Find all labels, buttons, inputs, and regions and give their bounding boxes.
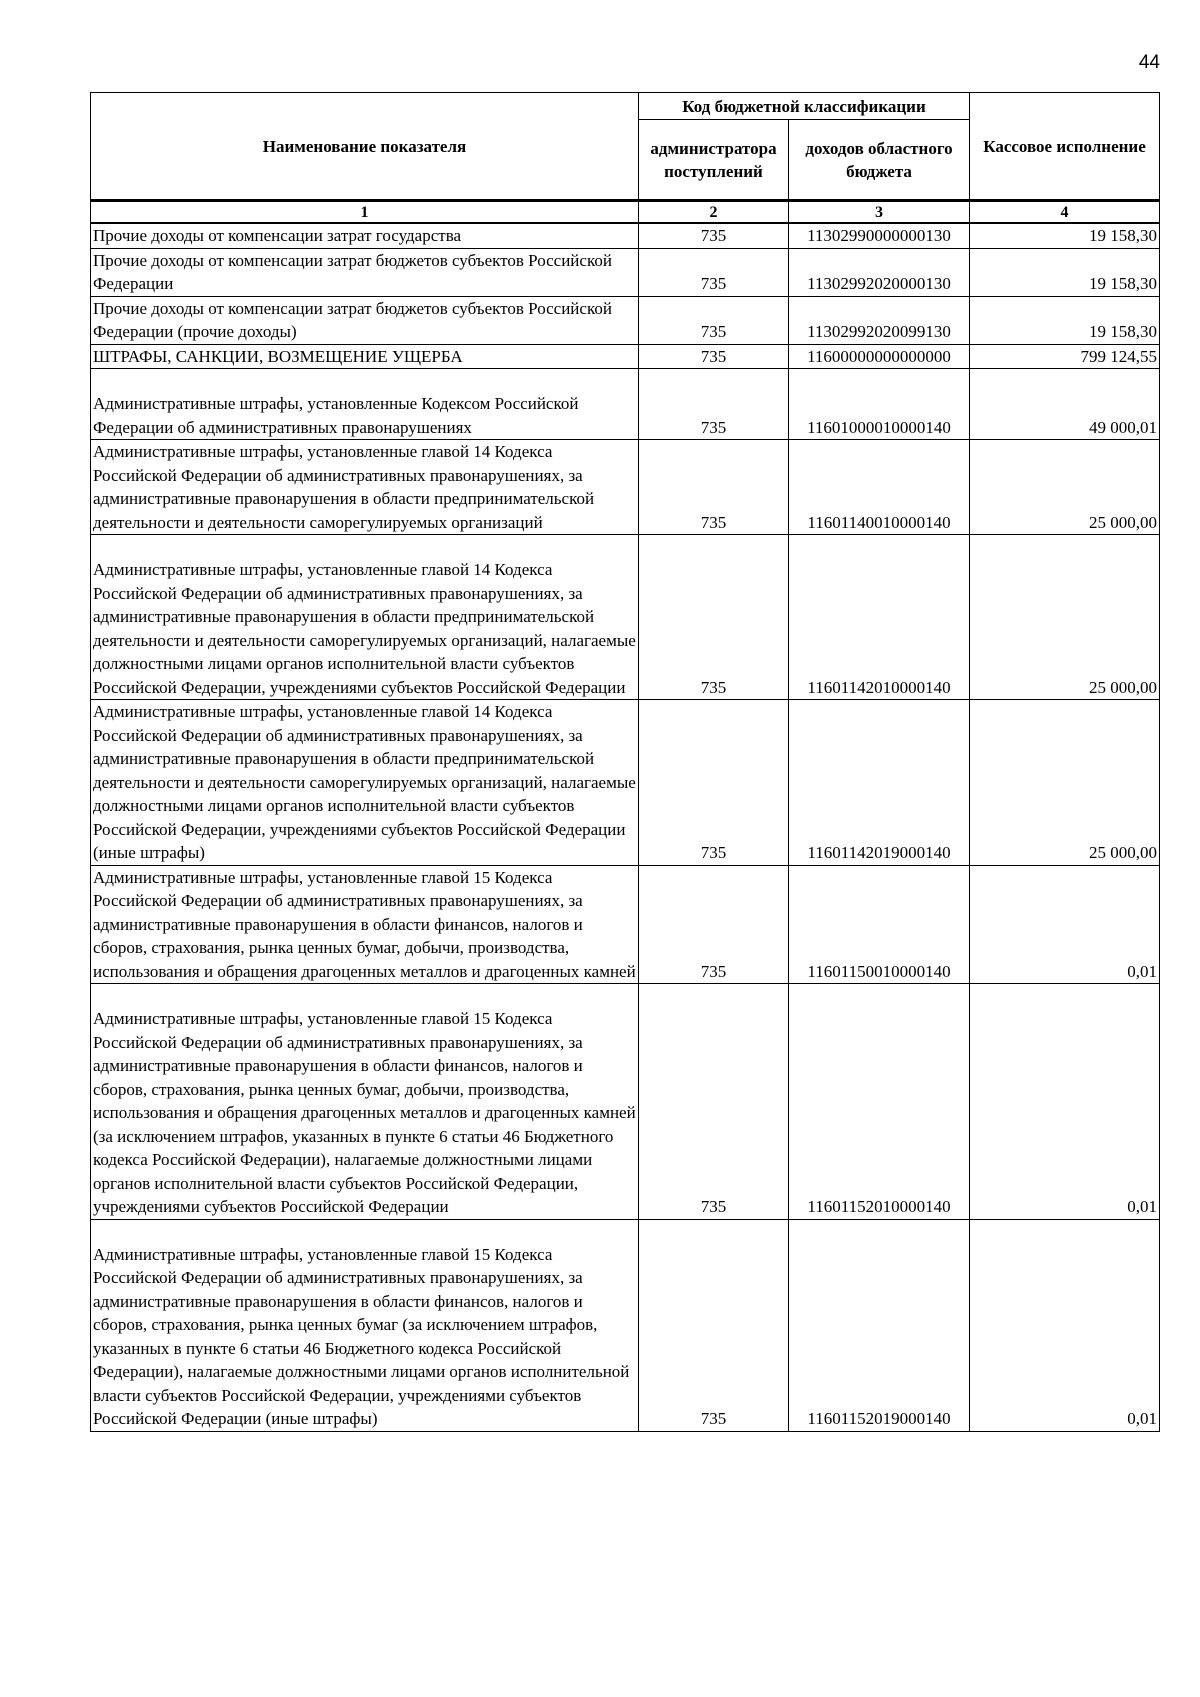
row-name: Прочие доходы от компенсации затрат бюджетов субъектов Российской Федерации (прочие доходы) bbox=[91, 296, 639, 344]
row-amount: 49 000,01 bbox=[970, 369, 1160, 440]
column-number-2: 2 bbox=[639, 201, 789, 224]
row-admin-code: 735 bbox=[639, 700, 789, 866]
row-name: Прочие доходы от компенсации затрат бюджетов субъектов Российской Федерации bbox=[91, 248, 639, 296]
row-amount: 799 124,55 bbox=[970, 344, 1160, 369]
row-admin-code: 735 bbox=[639, 535, 789, 700]
row-income-code: 11302992020000130 bbox=[789, 248, 970, 296]
row-amount: 0,01 bbox=[970, 1219, 1160, 1431]
header-indicator-name: Наименование показателя bbox=[91, 93, 639, 201]
row-amount: 25 000,00 bbox=[970, 440, 1160, 535]
row-amount: 19 158,30 bbox=[970, 296, 1160, 344]
row-admin-code: 735 bbox=[639, 296, 789, 344]
row-admin-code: 735 bbox=[639, 1219, 789, 1431]
row-amount: 19 158,30 bbox=[970, 223, 1160, 248]
row-income-code: 11601150010000140 bbox=[789, 865, 970, 984]
row-name: Административные штрафы, установленные главой 14 Кодекса Российской Федерации об административных правонарушениях, за административные правонарушения в области предпринимательской деятельности и деятельности саморегулируемых организаций bbox=[91, 440, 639, 535]
row-admin-code: 735 bbox=[639, 440, 789, 535]
table-row bbox=[91, 369, 1160, 440]
table-row bbox=[91, 296, 1160, 344]
page-number: 44 bbox=[1138, 52, 1160, 73]
row-name: Административные штрафы, установленные главой 14 Кодекса Российской Федерации об административных правонарушениях, за административные правонарушения в области предпринимательской деятельности и деятельности саморегулируемых организаций, налагаемые должностными лицами органов исполнительной власти субъектов Российской Федерации, учреждениями субъектов Российской Федерации (иные штрафы) bbox=[91, 700, 639, 866]
row-amount: 19 158,30 bbox=[970, 248, 1160, 296]
table-row bbox=[91, 535, 1160, 700]
header-administrator: администратора поступлений bbox=[639, 120, 789, 201]
row-amount: 25 000,00 bbox=[970, 535, 1160, 700]
row-income-code: 11601152010000140 bbox=[789, 984, 970, 1220]
row-income-code: 11601152019000140 bbox=[789, 1219, 970, 1431]
row-admin-code: 735 bbox=[639, 865, 789, 984]
row-admin-code: 735 bbox=[639, 344, 789, 369]
header-budget-code-group: Код бюджетной классификации bbox=[639, 93, 970, 120]
header-income-code: доходов областного бюджета bbox=[789, 120, 970, 201]
column-number-1: 1 bbox=[91, 201, 639, 224]
table-row bbox=[91, 700, 1160, 866]
row-name: Административные штрафы, установленные главой 15 Кодекса Российской Федерации об административных правонарушениях, за административные правонарушения в области финансов, налогов и сборов, страхования, рынка ценных бумаг (за исключением штрафов, указанных в пункте 6 статьи 46 Бюджетного кодекса Российской Федерации), налагаемые должностными лицами органов исполнительной власти субъектов Российской Федерации, учреждениями субъектов Российской Федерации (иные штрафы) bbox=[91, 1219, 639, 1431]
table-row bbox=[91, 440, 1160, 535]
table-row bbox=[91, 1219, 1160, 1431]
row-income-code: 11600000000000000 bbox=[789, 344, 970, 369]
column-number-3: 3 bbox=[789, 201, 970, 224]
header-cash-execution: Кассовое исполнение bbox=[970, 93, 1160, 201]
row-income-code: 11601140010000140 bbox=[789, 440, 970, 535]
table-row bbox=[91, 984, 1160, 1220]
table-row bbox=[91, 344, 1160, 369]
row-admin-code: 735 bbox=[639, 248, 789, 296]
table-row bbox=[91, 248, 1160, 296]
row-name: Административные штрафы, установленные главой 15 Кодекса Российской Федерации об административных правонарушениях, за административные правонарушения в области финансов, налогов и сборов, страхования, рынка ценных бумаг, добычи, производства, использования и обращения драгоценных металлов и драгоценных камней bbox=[91, 865, 639, 984]
row-income-code: 11302990000000130 bbox=[789, 223, 970, 248]
row-admin-code: 735 bbox=[639, 369, 789, 440]
row-amount: 25 000,00 bbox=[970, 700, 1160, 866]
row-name: Прочие доходы от компенсации затрат государства bbox=[91, 223, 639, 248]
budget-table bbox=[90, 92, 1160, 1432]
row-income-code: 11601142019000140 bbox=[789, 700, 970, 866]
row-admin-code: 735 bbox=[639, 984, 789, 1220]
table-row bbox=[91, 865, 1160, 984]
row-income-code: 11601142010000140 bbox=[789, 535, 970, 700]
table-row bbox=[91, 223, 1160, 248]
column-number-4: 4 bbox=[970, 201, 1160, 224]
row-name: Административные штрафы, установленные главой 14 Кодекса Российской Федерации об административных правонарушениях, за административные правонарушения в области предпринимательской деятельности и деятельности саморегулируемых организаций, налагаемые должностными лицами органов исполнительной власти субъектов Российской Федерации, учреждениями субъектов Российской Федерации bbox=[91, 535, 639, 700]
row-name: ШТРАФЫ, САНКЦИИ, ВОЗМЕЩЕНИЕ УЩЕРБА bbox=[91, 344, 639, 369]
row-income-code: 11601000010000140 bbox=[789, 369, 970, 440]
row-name: Административные штрафы, установленные Кодексом Российской Федерации об административных правонарушениях bbox=[91, 369, 639, 440]
row-admin-code: 735 bbox=[639, 223, 789, 248]
row-amount: 0,01 bbox=[970, 984, 1160, 1220]
row-name: Административные штрафы, установленные главой 15 Кодекса Российской Федерации об административных правонарушениях, за административные правонарушения в области финансов, налогов и сборов, страхования, рынка ценных бумаг, добычи, производства, использования и обращения драгоценных металлов и драгоценных камней (за исключением штрафов, указанных в пункте 6 статьи 46 Бюджетного кодекса Российской Федерации), налагаемые должностными лицами органов исполнительной власти субъектов Российской Федерации, учреждениями субъектов Российской Федерации bbox=[91, 984, 639, 1220]
row-amount: 0,01 bbox=[970, 865, 1160, 984]
row-income-code: 11302992020099130 bbox=[789, 296, 970, 344]
